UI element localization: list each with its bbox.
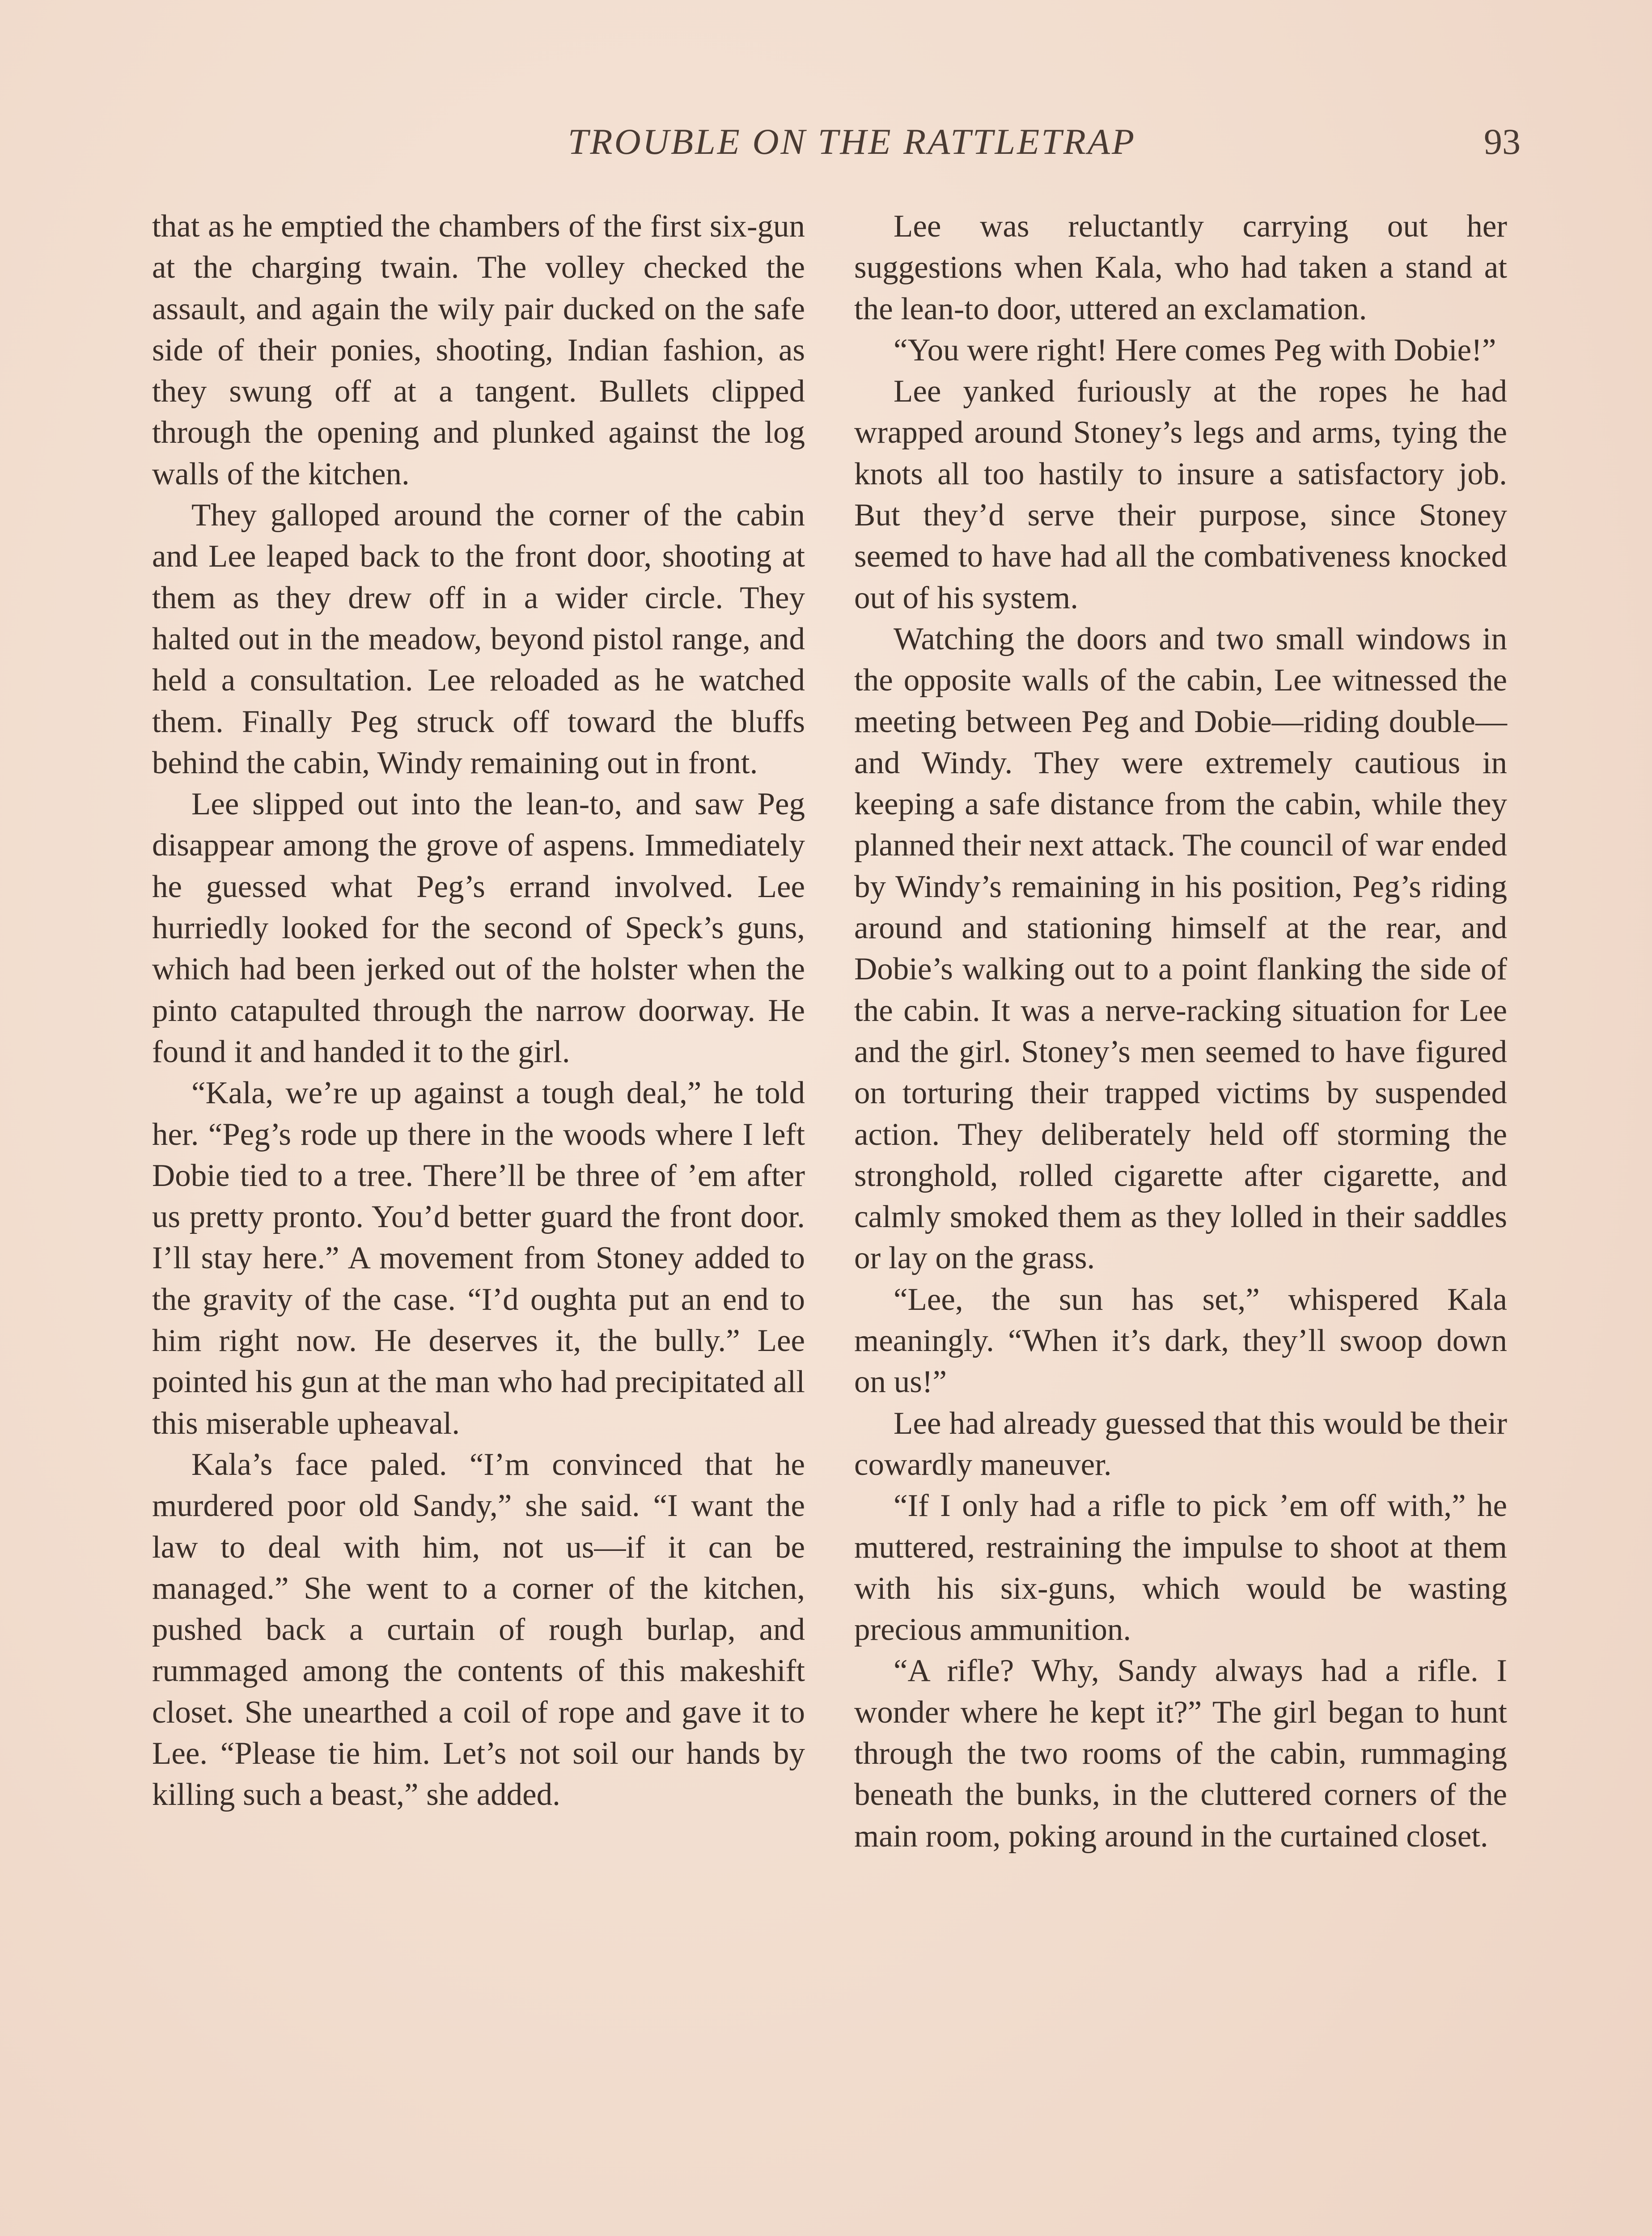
paragraph: Lee was reluctantly carrying out her suggestions when Kala, who had taken a stand at the lean-to door, uttered an exclamation. [854, 209, 1507, 326]
paragraph: Watching the doors and two small windows in the opposite walls of the cabin, Lee witnessed the meeting between Peg and Dobie—riding double—and Windy. They were extremely cautious in keeping a safe distance from the cabin, while they planned their next attack. The council of war ended by Windy’s remaining in his position, Peg’s riding around and stationing himself at the rear, and Dobie’s walking out to a point flanking the side of the cabin. It was a nerve-racking situation for Lee and the girl. Stoney’s men seemed to have figured on torturing their trapped victims by suspended action. They deliberately held off storming the stronghold, rolled cigarette after cigarette, and calmly smoked them as they lolled in their saddles or lay on the grass. [854, 621, 1507, 1276]
paragraph: “If I only had a rifle to pick ’em off with,” he muttered, restraining the impulse to shoot at them with his six-guns, which would be wasting precious ammunition. [854, 1488, 1507, 1647]
page-number: 93 [1484, 121, 1521, 162]
paragraph: Kala’s face paled. “I’m convinced that he murdered poor old Sandy,” she said. “I want the law to deal with him, not us—if it can be managed.” She went to a corner of the kitchen, pushed back a curtain of rough burlap, and rummaged among the contents of this makeshift closet. She unearthed a coil of rope and gave it to Lee. “Please tie him. Let’s not soil our hands by killing such a beast,” she added. [152, 1447, 805, 1813]
paragraph: “Lee, the sun has set,” whispered Kala meaningly. “When it’s dark, they’ll swoop down on us!” [854, 1282, 1507, 1400]
paragraph: “A rifle? Why, Sandy always had a rifle. I wonder where he kept it?” The girl began to hunt through the two rooms of the cabin, rummaging beneath the bunks, in the cluttered corners of the main room, poking around in the curtained closet. [854, 1653, 1507, 1854]
paragraph: that as he emptied the chambers of the first six-gun at the charging twain. The volley checked the assault, and again the wily pair ducked on the safe side of their ponies, shooting, Indian fashion, as they swung off at a tangent. Bullets clipped through the opening and plunked against the log walls of the kitchen. [152, 209, 805, 491]
paragraph: Lee yanked furiously at the ropes he had wrapped around Stoney’s legs and arms, tying the knots all too hastily to insure a satisfactory job. But they’d serve their purpose, since Stoney seemed to have had all the combativeness knocked out of his system. [854, 374, 1507, 615]
paragraph: They galloped around the corner of the cabin and Lee leaped back to the front door, shooting at them as they drew off in a wider circle. They halted out in the meadow, beyond pistol range, and held a consultation. Lee reloaded as he watched them. Finally Peg struck off toward the bluffs behind the cabin, Windy remaining out in front. [152, 498, 805, 780]
paragraph: Lee slipped out into the lean-to, and saw Peg disappear among the grove of aspens. Immediately he guessed what Peg’s errand involved. Lee hurriedly looked for the second of Speck’s guns, which had been jerked out of the holster when the pinto catapulted through the narrow doorway. He found it and handed it to the girl. [152, 787, 805, 1069]
running-title: TROUBLE ON THE RATTLETRAP [568, 121, 1136, 162]
right-column [854, 206, 1507, 1857]
paragraph: Lee had already guessed that this would be their cowardly maneuver. [854, 1406, 1507, 1482]
paragraph: “You were right! Here comes Peg with Dobie!” [894, 332, 1496, 368]
left-column [152, 206, 805, 1816]
paragraph: “Kala, we’re up against a tough deal,” he told her. “Peg’s rode up there in the woods where I left Dobie tied to a tree. There’ll be three of ’em after us pretty pronto. You’d better guard the front door. I’ll stay here.” A movement from Stoney added to the gravity of the case. “I’d oughta put an end to him right now. He deserves it, the bully.” Lee pointed his gun at the man who had precipitated all this miserable upheaval. [152, 1076, 805, 1441]
